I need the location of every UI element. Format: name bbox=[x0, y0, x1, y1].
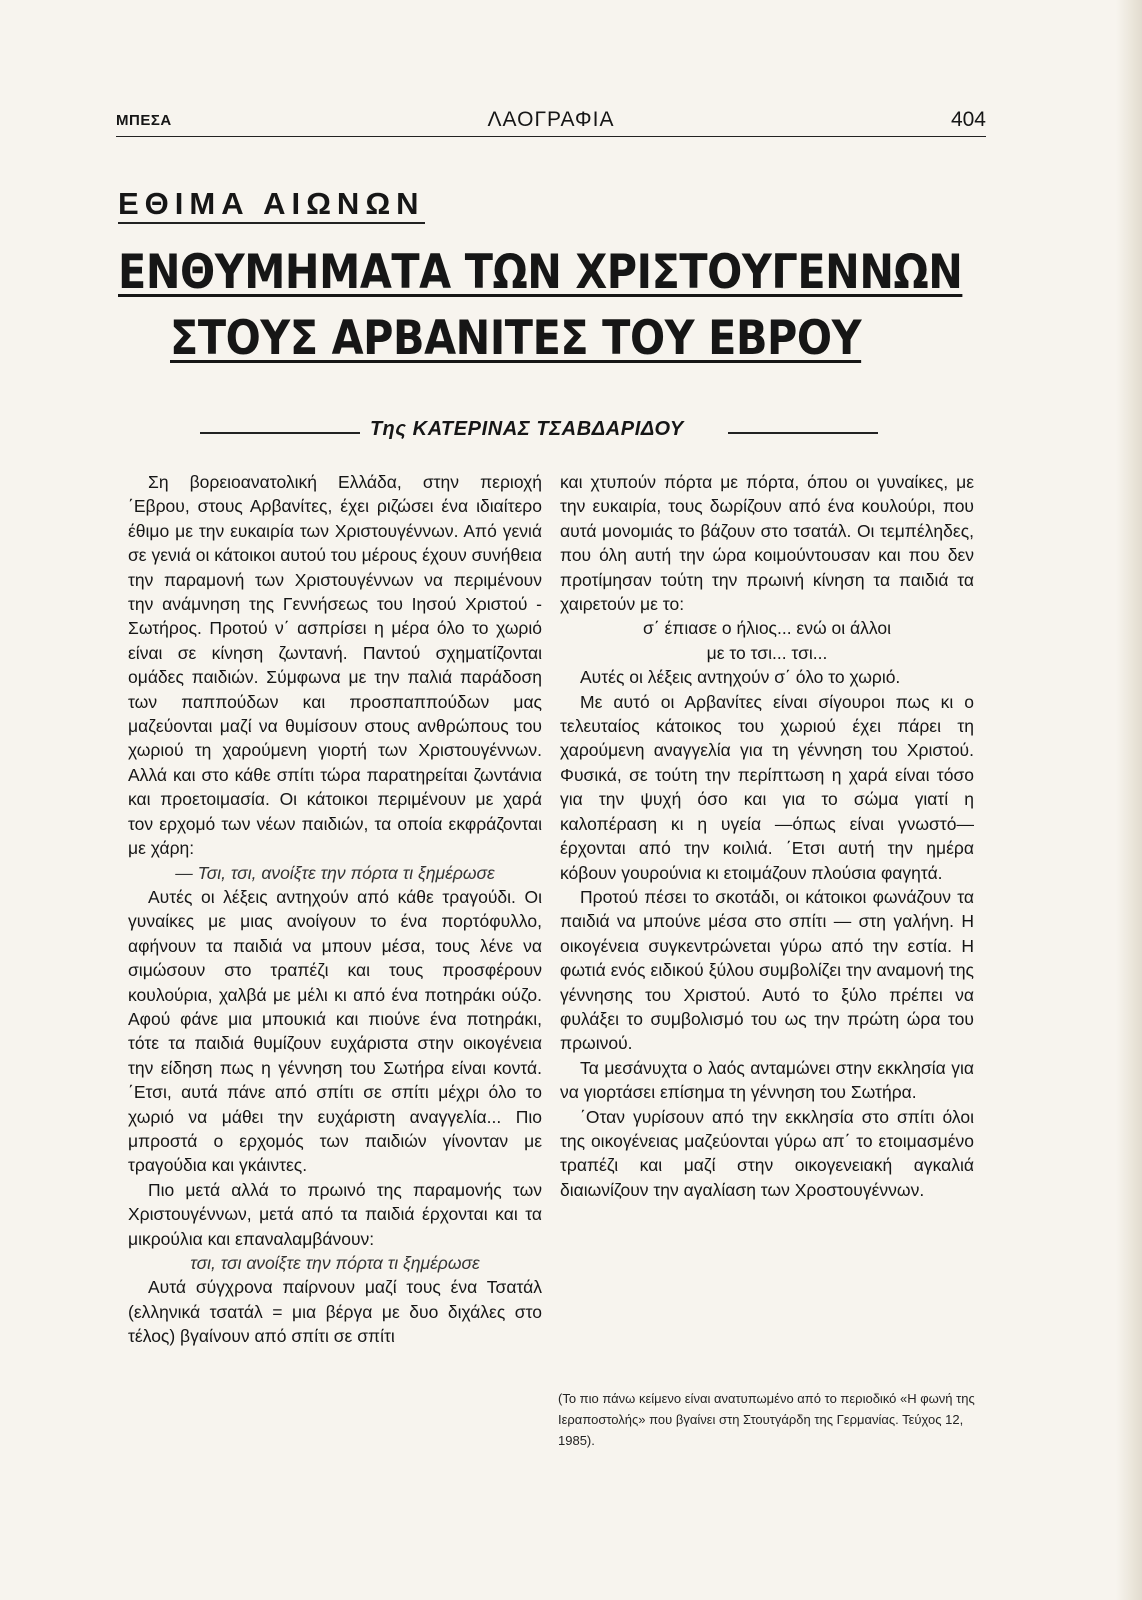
paragraph: — Τσι, τσι, ανοίξτε την πόρτα τι ξημέρωσε bbox=[175, 862, 495, 883]
header-publication: ΜΠΕΣΑ bbox=[116, 112, 172, 129]
paragraph: Αυτές οι λέξεις αντηχούν από κάθε τραγούδι. Οι γυναίκες με μιας ανοίγουν το ένα πορτόφυλλο, αφήνουν τα παιδιά να μπουν μέσα, τους λένε να σιμώσουν στο τραπέζι και τους προσφέρουν κουλούρια, χαλβά με μέλι κι από ένα ποτηράκι ούζο. Αφού φάνε μια μπουκιά και πιούνε ένα ποτηράκι, τότε τα παιδιά θυμίζουν ευχάριστα στην οικογένεια την είδηση πως η γέννηση του Σωτήρα είναι κοντά. ΄Ετσι, αυτά πάνε από σπίτι σε σπίτι μέχρι όλο το χωριό να μάθει την ευχάριστη αναγγελία... Πιο μπροστά ο ερχομός των παιδιών γίνονταν με τραγούδια και γκάιντες. bbox=[128, 886, 542, 1176]
byline-rule-right bbox=[728, 432, 878, 434]
byline-rule-left bbox=[200, 432, 360, 434]
paragraph: με το τσι... τσι... bbox=[706, 642, 828, 663]
right-column bbox=[560, 470, 974, 1202]
paragraph: Πιο μετά αλλά το πρωινό της παραμονής των Χριστουγέννων, μετά από τα παιδιά έρχονται και τα μικρούλια και επαναλαμβάνουν: bbox=[128, 1179, 542, 1249]
paragraph: Αυτές οι λέξεις αντηχούν σ΄ όλο το χωριό. bbox=[580, 667, 901, 688]
article-title-line-2: ΣΤΟΥΣ ΑΡΒΑΝΙΤΕΣ ΤΟΥ ΕΒΡΟΥ bbox=[170, 311, 862, 366]
paragraph: σ΄ έπιασε ο ήλιος... ενώ οι άλλοι bbox=[643, 618, 891, 639]
article-title-line-1: ΕΝΘΥΜΗΜΑΤΑ ΤΩΝ ΧΡΙΣΤΟΥΓΕΝΝΩΝ bbox=[118, 245, 963, 300]
paragraph: Τα μεσάνυχτα ο λαός ανταμώνει στην εκκλησία για να γιορτάσει επίσημα τη γέννηση του Σωτήρα. bbox=[560, 1057, 974, 1103]
running-header bbox=[116, 108, 986, 137]
header-section: ΛΑΟΓΡΑΦΙΑ bbox=[487, 108, 615, 131]
paragraph: Ση βορειοανατολική Ελλάδα, στην περιοχή ΄Εβρου, στους Αρβανίτες, έχει ριζώσει ένα ιδιαίτερο έθιμο με την ευκαιρία των Χριστουγέννων. Από γενιά σε γενιά οι κάτοικοι αυτού του μέρους έχουν συνήθεια την παραμονή των Χριστουγέννων να περιμένουν την ανάμνηση της Γεννήσεως του Ιησού Χριστού - Σωτήρος. Προτού ν΄ ασπρίσει η μέρα όλο το χωριό είναι σε κίνηση ζωντανή. Παντού σχηματίζονται ομάδες παιδιών. Σύμφωνα με την παλιά παράδοση των παππούδων και προσπαππούδων μας μαζεύονται μαζί να θυμίσουν στους ανθρώπους του χωριού τη χαρούμενη γιορτή των Χριστουγέννων. Αλλά και στο κάθε σπίτι τώρα παρατηρείται ζωντάνια και προετοιμασία. Οι κάτοικοι περιμένουν με χαρά τον ερχομό των νέων παιδιών, τα οποία εκφράζονται με χάρη: bbox=[128, 472, 542, 859]
paragraph: Αυτά σύγχρονα παίρνουν μαζί τους ένα Τσατάλ (ελληνικά τσατάλ = μια βέργα με δυο διχάλες στο τέλος) βγαίνουν από σπίτι σε σπίτι bbox=[128, 1277, 542, 1347]
paragraph: Προτού πέσει το σκοτάδι, οι κάτοικοι φωνάζουν τα παιδιά να μπούνε μέσα στο σπίτι — στη γαλήνη. Η οικογένεια συγκεντρώνεται γύρω από την εστία. Η φωτιά ενός ειδικού ξύλου συμβολίζει την αναμονή της γέννησης του Χριστού. Αυτό το ξύλο πρέπει να φυλάξει το συμβολισμό του ως την πρώτη ώρα του πρωινού. bbox=[560, 886, 974, 1054]
byline: Της ΚΑΤΕΡΙΝΑΣ ΤΣΑΒΔΑΡΙΔΟΥ bbox=[370, 418, 684, 440]
paragraph: και χτυπούν πόρτα με πόρτα, όπου οι γυναίκες, με την ευκαιρία, τους δωρίζουν από ένα κουλούρι, που αυτά μονομιάς το βάζουν στο τσατάλ. Οι τεμπέληδες, που όλη αυτή την ώρα κοιμούντουσαν και που δεν προτίμησαν τούτη την πρωινή κίνηση τα παιδιά τα χαιρετούν με το: bbox=[560, 472, 974, 615]
article-kicker: ΕΘΙΜΑ ΑΙΩΝΩΝ bbox=[118, 186, 425, 224]
source-note: (Το πιο πάνω κείμενο είναι ανατυπωμένο από το περιοδικό «Η φωνή της Ιεραποστολής» που βγαίνει στη Στουτγάρδη της Γερμανίας. Τεύχος 12, 1985). bbox=[558, 1391, 975, 1448]
paragraph: ΄Οταν γυρίσουν από την εκκλησία στο σπίτι όλοι της οικογένειας μαζεύονται γύρω απ΄ το ετοιμασμένο τραπέζι και μαζί στην οικογενειακή αγκαλιά διαιωνίζουν την αγαλίαση των Χροστουγέννων. bbox=[560, 1106, 974, 1200]
left-column bbox=[128, 470, 542, 1349]
paragraph: Με αυτό οι Αρβανίτες είναι σίγουροι πως κι ο τελευταίος κάτοικος του χωριού έχει πάρει τη χαρούμενη αναγγελία για τη γέννηση του Χριστού. Φυσικά, σε τούτη την περίπτωση η χαρά είναι τόσο για την ψυχή όσο και για το σώμα γιατί η καλοπέραση κι η υγεία —όπως είναι γνωστό— έρχονται από την κοιλιά. ΄Ετσι αυτή την ημέρα κόβουν γουρούνια κι ετοιμάζουν πλούσια φαγητά. bbox=[560, 691, 974, 883]
byline-row bbox=[200, 418, 890, 446]
page-edge bbox=[1116, 0, 1142, 1600]
page-number: 404 bbox=[950, 108, 986, 131]
paragraph: τσι, τσι ανοίξτε την πόρτα τι ξημέρωσε bbox=[190, 1253, 480, 1273]
